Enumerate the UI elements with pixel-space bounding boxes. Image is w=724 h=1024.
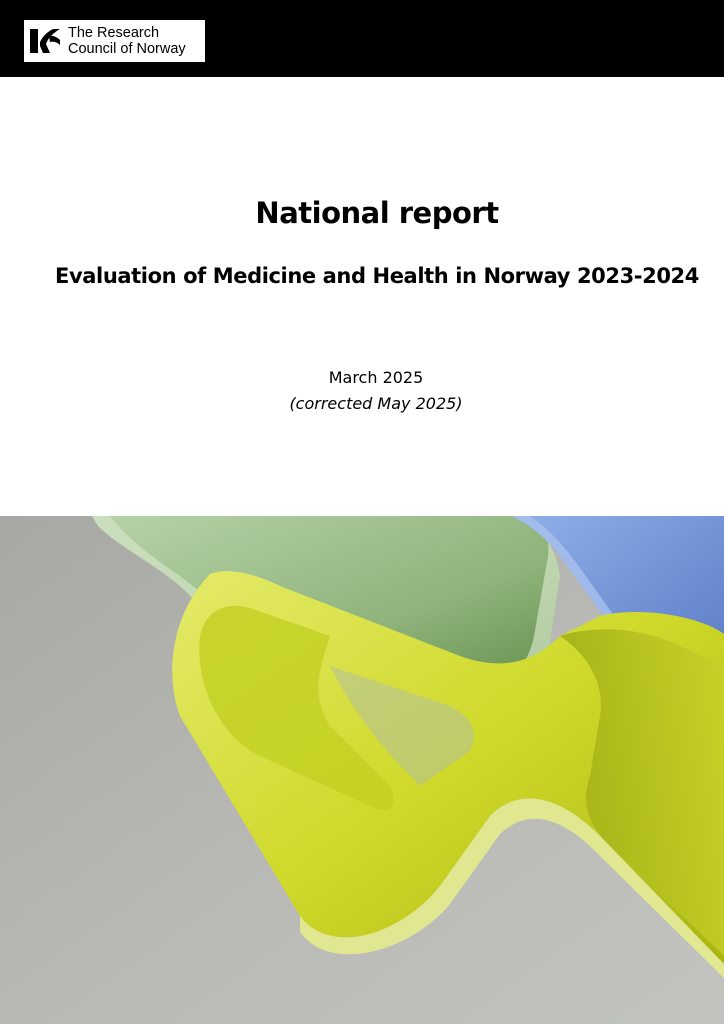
- logo[interactable]: [24, 20, 205, 62]
- publication-date: March 2025: [328, 368, 424, 387]
- document-subtitle: Evaluation of Medicine and Health in Norway 2023-2024: [55, 264, 699, 288]
- logo-line-2: Council of Norway: [68, 41, 186, 57]
- logo-line-1: The Research: [68, 25, 160, 41]
- cover-image: [0, 516, 724, 1024]
- logo-text: [68, 25, 186, 57]
- research-council-logo-icon: [29, 26, 61, 56]
- header-bar: [0, 0, 724, 77]
- document-title: National report: [255, 196, 499, 230]
- correction-note: (corrected May 2025): [289, 394, 463, 413]
